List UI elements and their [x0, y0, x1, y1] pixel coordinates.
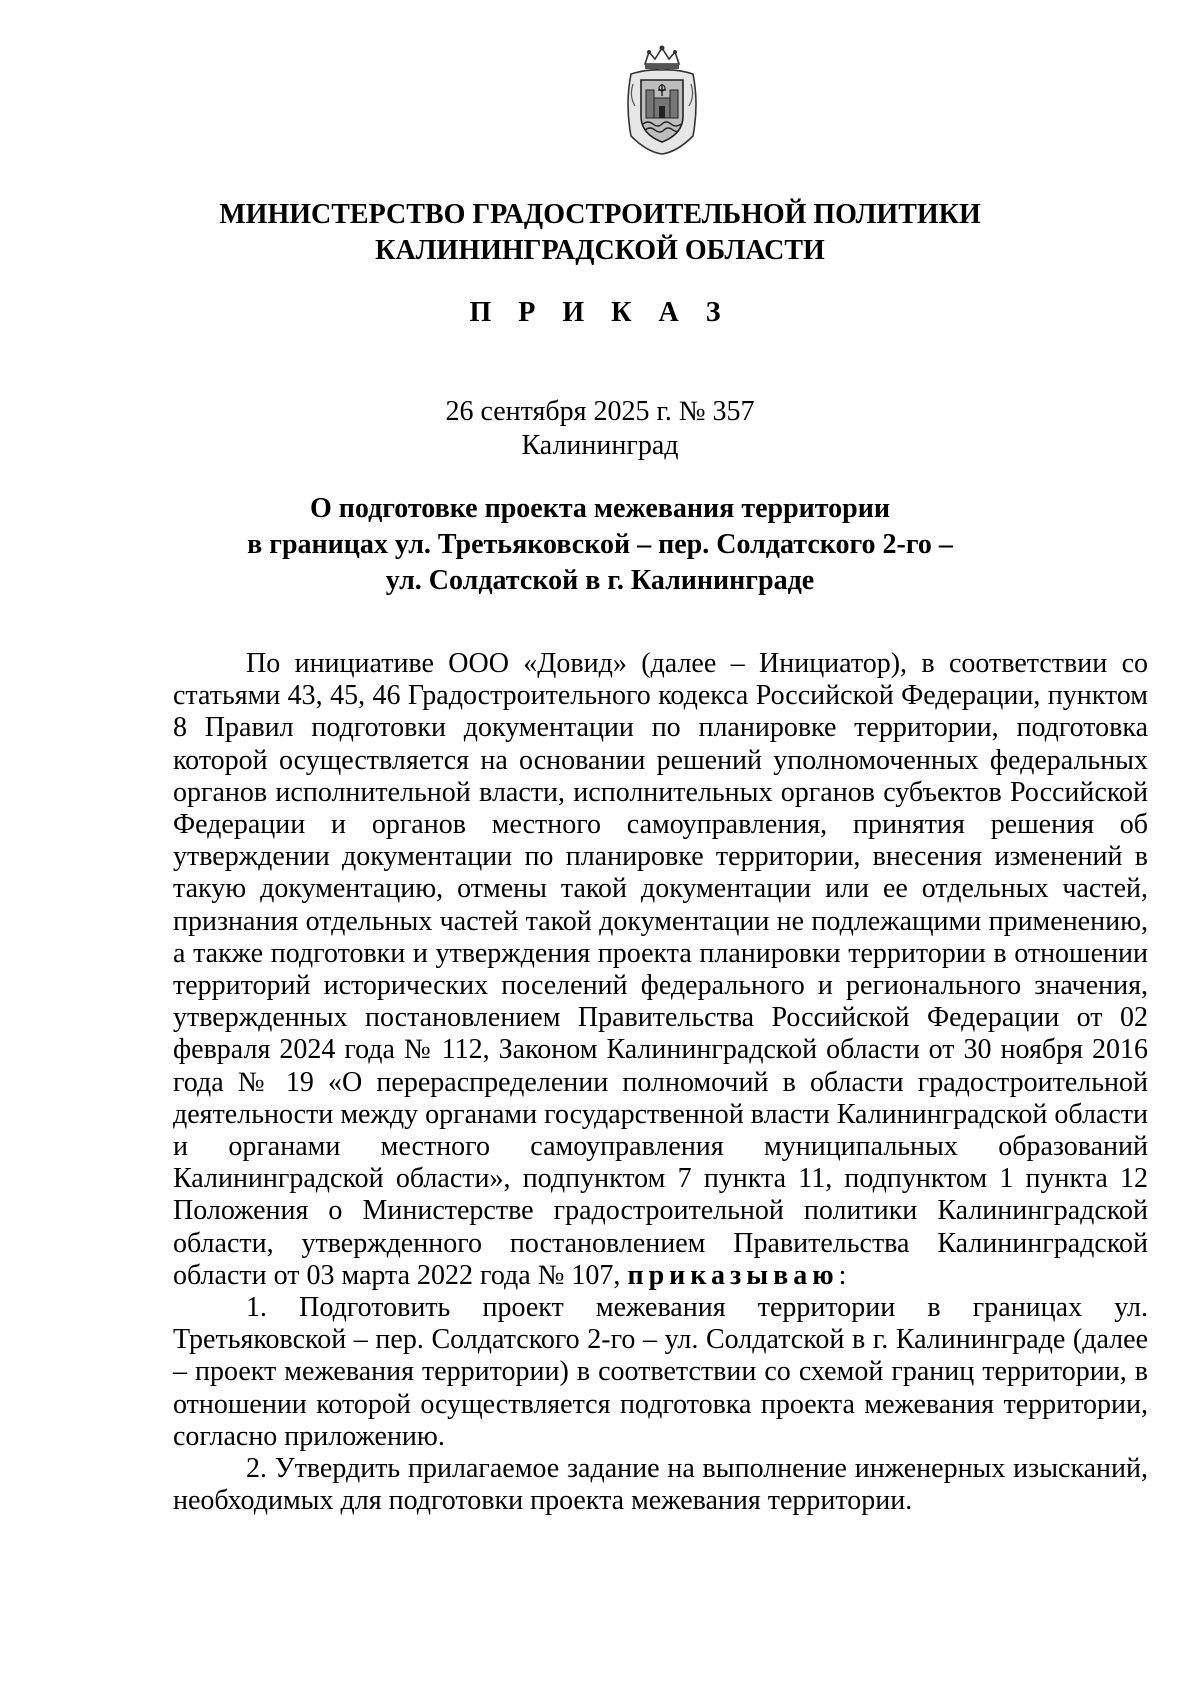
order-item-1: 1. Подготовить проект межевания территории в границах ул. Третьяковской – пер. Солдатского 2-го – ул. Солдатской в г. Калининграде (далее – проект межевания территории) в соответствии со схемой границ территории, в отношении которой осуществляется подготовка проекта межевания территории, согласно приложению.	[173, 1292, 1148, 1452]
ministry-line-2: КАЛИНИНГРАДСКОЙ ОБЛАСТИ	[375, 235, 825, 266]
document-body	[173, 648, 1148, 1517]
ministry-name	[0, 197, 1200, 269]
title-line-3: ул. Солдатской в г. Калининграде	[385, 565, 815, 596]
preamble-text: По инициативе ООО «Довид» (далее – Инициатор), в соответствии со статьями 43, 45, 46 Градостроительного кодекса Российской Федерации, пунктом 8 Правил подготовки документации по планировке территории, подготовка которой осуществляется на основании решений уполномоченных федеральных органов исполнительной власти, исполнительных органов субъектов Российской Федерации и органов местного самоуправления, принятия решения об утверждении документации по планировке территории, внесения изменений в такую документацию, отмены такой документации или ее отдельных частей, признания отдельных частей такой документации не подлежащими применению, а также подготовки и утверждения проекта планировки территории в отношении территорий исторических поселений федерального и регионального значения, утвержденных постановлением Правительства Российской Федерации от 02 февраля 2024 года № 112, Законом Калининградской области от 30 ноября 2016 года № 19 «О перераспределении полномочий в области градостроительной деятельности между органами государственной власти Калининградской области и органами местного самоуправления муниципальных образований Калининградской области», подпунктом 7 пункта 11, подпунктом 1 пункта 12 Положения о Министерстве градостроительной политики Калининградской области, утвержденного постановлением Правительства Калининградской области от 03 марта 2022 года № 107,	[173, 648, 1148, 1291]
document-city: Калининград	[521, 430, 679, 461]
title-line-1: О подготовке проекта межевания территории	[309, 493, 891, 524]
preamble-paragraph	[173, 648, 1148, 1292]
title-line-2: в границах ул. Третьяковской – пер. Солдатского 2-го –	[247, 529, 953, 560]
document-type: П Р И К А З	[469, 297, 731, 328]
coat-of-arms-emblem	[621, 44, 703, 156]
ministry-line-1: МИНИСТЕРСТВО ГРАДОСТРОИТЕЛЬНОЙ ПОЛИТИКИ	[219, 199, 981, 230]
document-title	[0, 491, 1200, 599]
order-item-2: 2. Утвердить прилагаемое задание на выполнение инженерных изысканий, необходимых для подготовки проекта межевания территории.	[173, 1453, 1148, 1517]
order-word: приказываю	[627, 1259, 839, 1291]
order-punct: :	[838, 1259, 847, 1291]
document-date-number: 26 сентября 2025 г. № 357	[445, 396, 755, 427]
